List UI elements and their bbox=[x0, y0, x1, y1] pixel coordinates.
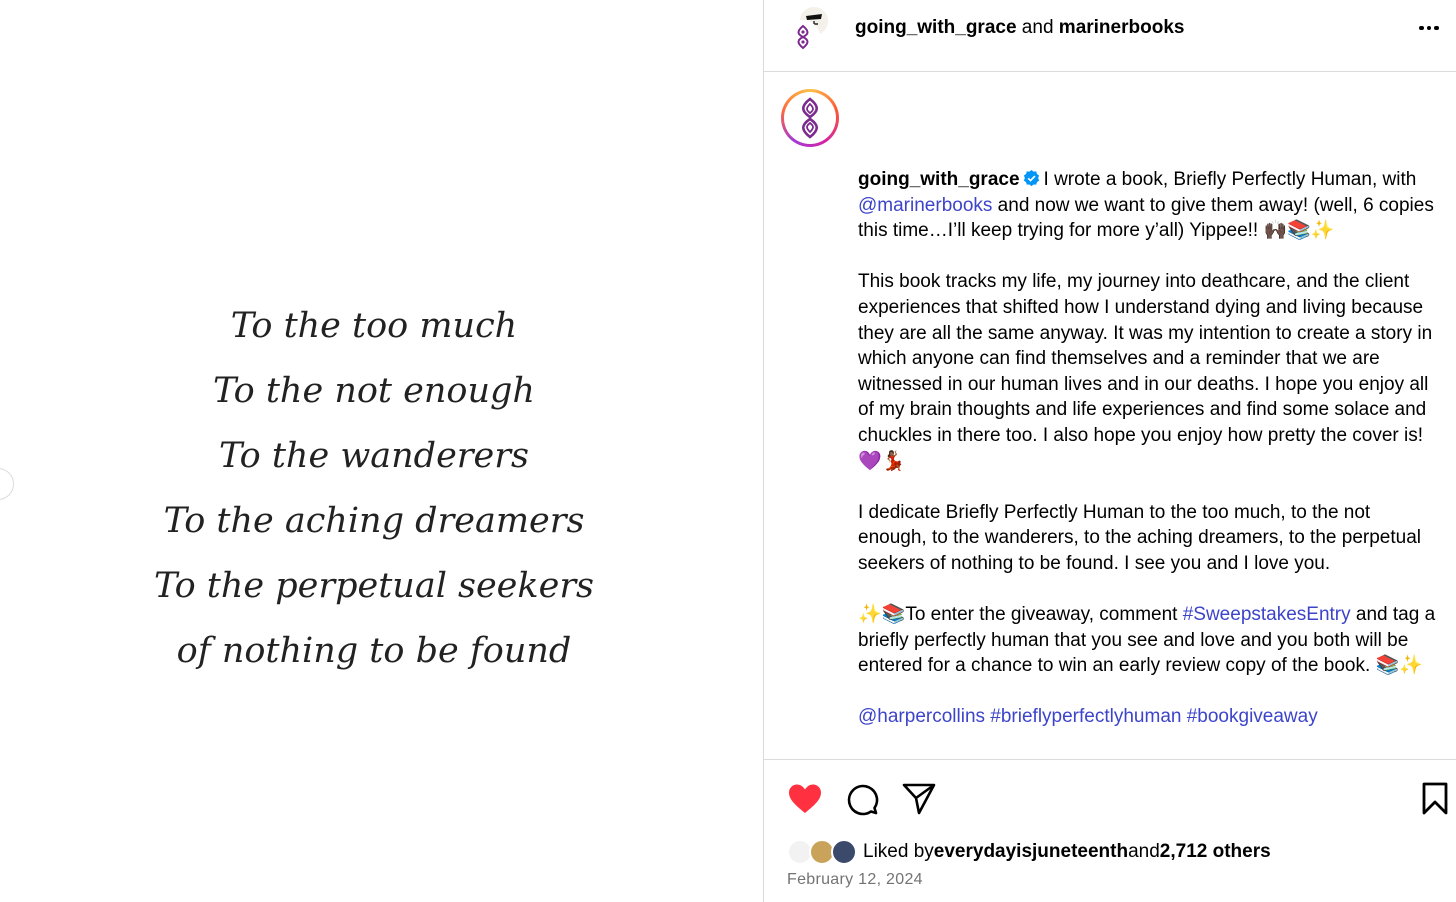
author-username[interactable]: going_with_grace bbox=[855, 17, 1017, 38]
post-caption: going_with_grace I wrote a book, Briefly Perfectly Human, with @marinerbooks and now we want to give them away! (well, 6 copies this time…I’ll keep trying for more y’all) Yippee!! 🙌🏿📚✨ This book tracks my life, my journey into deathcare, and the client experiences that shifted how I understand dying and living because they are all the same anyway. It was my intention to create a story in which anyone can find themselves and a reminder that we are witnessed in our human lives and in our deaths. I hope you enjoy all of my brain thoughts and life experiences and find some solace and chuckles in there too. I also hope you enjoy how pretty the cover is! 💜💃🏾 I dedicate Briefly Perfectly Human to the too much, to the not enough, to the wanderers, to the aching dreamers, to the perpetual seekers of nothing to be found. I see you and I love you. ✨📚To enter the giveaway, comment #SweepstakesEntry and tag a briefly perfectly human that you see and love and you both will be entered for a chance to win an early review copy of the book. 📚✨ @harpercollins #brieflyperfectlyhuman #bookgiveaway bbox=[858, 167, 1438, 756]
action-bar bbox=[764, 780, 1456, 820]
going-with-grace-avatar bbox=[786, 20, 820, 54]
poem-line: To the not enough bbox=[213, 371, 535, 411]
post-header bbox=[764, 0, 1456, 72]
poem-line: To the perpetual seekers bbox=[153, 566, 595, 606]
verified-icon bbox=[1022, 169, 1041, 188]
caption-paragraph: I dedicate Briefly Perfectly Human to the too much, to the not enough, to the wanderers, to the aching dreamers, to the perpetual seekers of nothing to be found. I see you and I love you. bbox=[858, 501, 1421, 574]
poem-line: To the aching dreamers bbox=[163, 501, 585, 541]
post-date[interactable]: February 12, 2024 bbox=[787, 871, 923, 888]
likes-summary: Liked by everydayisjuneteenth and 2,712 others bbox=[787, 837, 1271, 867]
comments-scroll-area[interactable] bbox=[764, 72, 1456, 760]
likes-count[interactable]: 2,712 others bbox=[1159, 841, 1271, 862]
heart-icon[interactable] bbox=[786, 780, 824, 818]
mention-marinerbooks[interactable]: @marinerbooks bbox=[858, 194, 993, 216]
caption-author-avatar[interactable] bbox=[781, 89, 839, 147]
collab-avatars[interactable] bbox=[786, 5, 836, 55]
hashtag-brieflyperfectlyhuman[interactable]: #brieflyperfectlyhuman bbox=[990, 706, 1182, 728]
more-icon[interactable] bbox=[1414, 18, 1444, 38]
poem-line: To the too much bbox=[230, 306, 518, 346]
post-sidebar bbox=[763, 0, 1456, 902]
poem-line: of nothing to be found bbox=[176, 631, 572, 671]
poem-line: To the wanderers bbox=[219, 436, 529, 476]
collaborator-username[interactable]: marinerbooks bbox=[1058, 17, 1185, 38]
caption-paragraph: This book tracks my life, my journey into deathcare, and the client experiences that shifted how I understand dying and living because they are all the same anyway. It was my intention to create a story in which anyone can find themselves and a reminder that we are witnessed in our human lives and in our deaths. I hope you enjoy all of my brain thoughts and life experiences and find some solace and chuckles in there too. I also hope you enjoy how pretty the cover is! 💜💃🏾 bbox=[858, 271, 1433, 472]
bookmark-icon[interactable] bbox=[1416, 780, 1454, 818]
caption-username[interactable]: going_with_grace bbox=[858, 169, 1020, 190]
avatar bbox=[831, 839, 857, 865]
comment-icon[interactable] bbox=[843, 780, 881, 818]
dedication-poem bbox=[0, 300, 748, 690]
mention-harpercollins[interactable]: @harpercollins bbox=[858, 706, 986, 728]
liker-avatars[interactable] bbox=[787, 838, 861, 866]
liker-username[interactable]: everydayisjuneteenth bbox=[933, 841, 1129, 862]
post-header-title: going_with_grace and marinerbooks bbox=[855, 17, 1185, 38]
share-icon[interactable] bbox=[900, 780, 938, 818]
hashtag-sweepstakes[interactable]: #SweepstakesEntry bbox=[1182, 604, 1351, 626]
hashtag-bookgiveaway[interactable]: #bookgiveaway bbox=[1186, 706, 1318, 728]
